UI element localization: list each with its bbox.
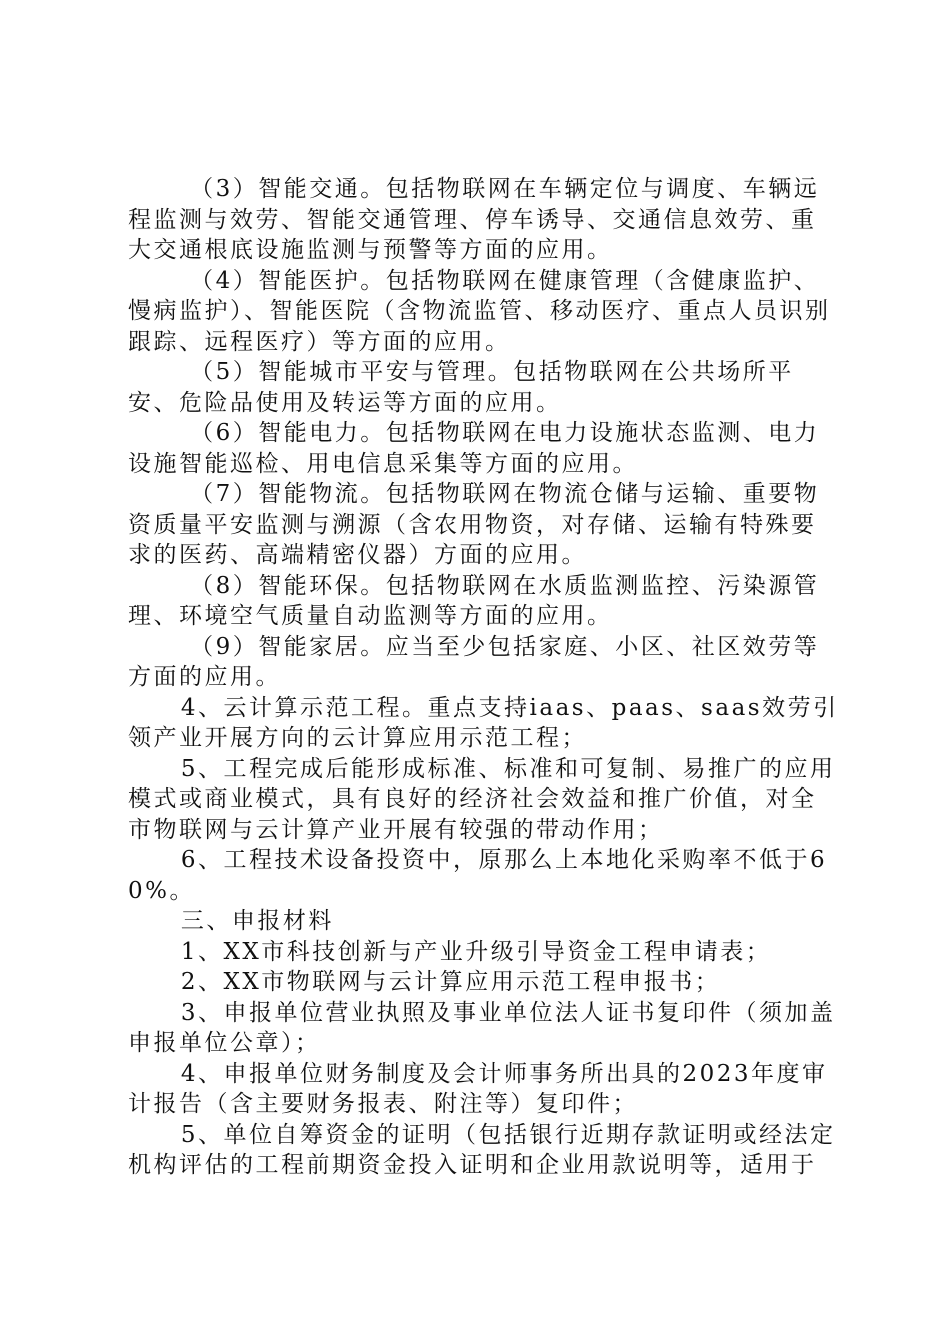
paragraph-smart-logistics: （7）智能物流。包括物联网在物流仓储与运输、重要物资质量平安监测与溯源（含农用物资，对存储、运输有特殊要求的医药、高端精密仪器）方面的应用。 xyxy=(128,481,820,568)
document-body xyxy=(128,174,840,1181)
paragraph-material-4: 4、申报单位财务制度及会计师事务所出具的2023年度审计报告（含主要财务报表、附注等）复印件； xyxy=(128,1060,828,1117)
paragraph-smart-home: （9）智能家居。应当至少包括家庭、小区、社区效劳等方面的应用。 xyxy=(128,633,820,690)
paragraph-smart-healthcare: （4）智能医护。包括物联网在健康管理（含健康监护、慢病监护）、智能医院（含物流监管、移动医疗、重点人员识别跟踪、远程医疗）等方面的应用。 xyxy=(128,267,831,355)
paragraph-material-3: 3、申报单位营业执照及事业单位法人证书复印件（须加盖申报单位公章）； xyxy=(128,999,836,1056)
paragraph-material-1: 1、XX市科技创新与产业升级引导资金工程申请表； xyxy=(180,938,772,965)
paragraph-smart-transport: （3）智能交通。包括物联网在车辆定位与调度、车辆远程监测与效劳、智能交通管理、停车诱导、交通信息效劳、重大交通根底设施监测与预警等方面的应用。 xyxy=(128,176,820,263)
paragraph-smart-environment: （8）智能环保。包括物联网在水质监测监控、污染源管理、环境空气质量自动监测等方面的应用。 xyxy=(128,572,820,629)
paragraph-project-outcome: 5、工程完成后能形成标准、标准和可复制、易推广的应用模式或商业模式，具有良好的经济社会效益和推广价值，对全市物联网与云计算产业开展有较强的带动作用； xyxy=(128,755,836,843)
section-heading-materials: 三、申报材料 xyxy=(180,908,334,934)
paragraph-material-5: 5、单位自筹资金的证明（包括银行近期存款证明或经法定机构评估的工程前期资金投入证明和企业用款说明等，适用于 xyxy=(128,1121,836,1178)
paragraph-smart-city-safety: （5）智能城市平安与管理。包括物联网在公共场所平安、危险品使用及转运等方面的应用。 xyxy=(128,359,794,416)
paragraph-cloud-demo: 4、云计算示范工程。重点支持iaas、paas、saas效劳引领产业开展方向的云计算应用示范工程； xyxy=(128,694,839,751)
paragraph-local-procurement: 6、工程技术设备投资中，原那么上本地化采购率不低于60%。 xyxy=(128,847,828,904)
paragraph-material-2: 2、XX市物联网与云计算应用示范工程申报书； xyxy=(180,969,721,995)
paragraph-smart-power: （6）智能电力。包括物联网在电力设施状态监测、电力设施智能巡检、用电信息采集等方面的应用。 xyxy=(128,420,820,477)
